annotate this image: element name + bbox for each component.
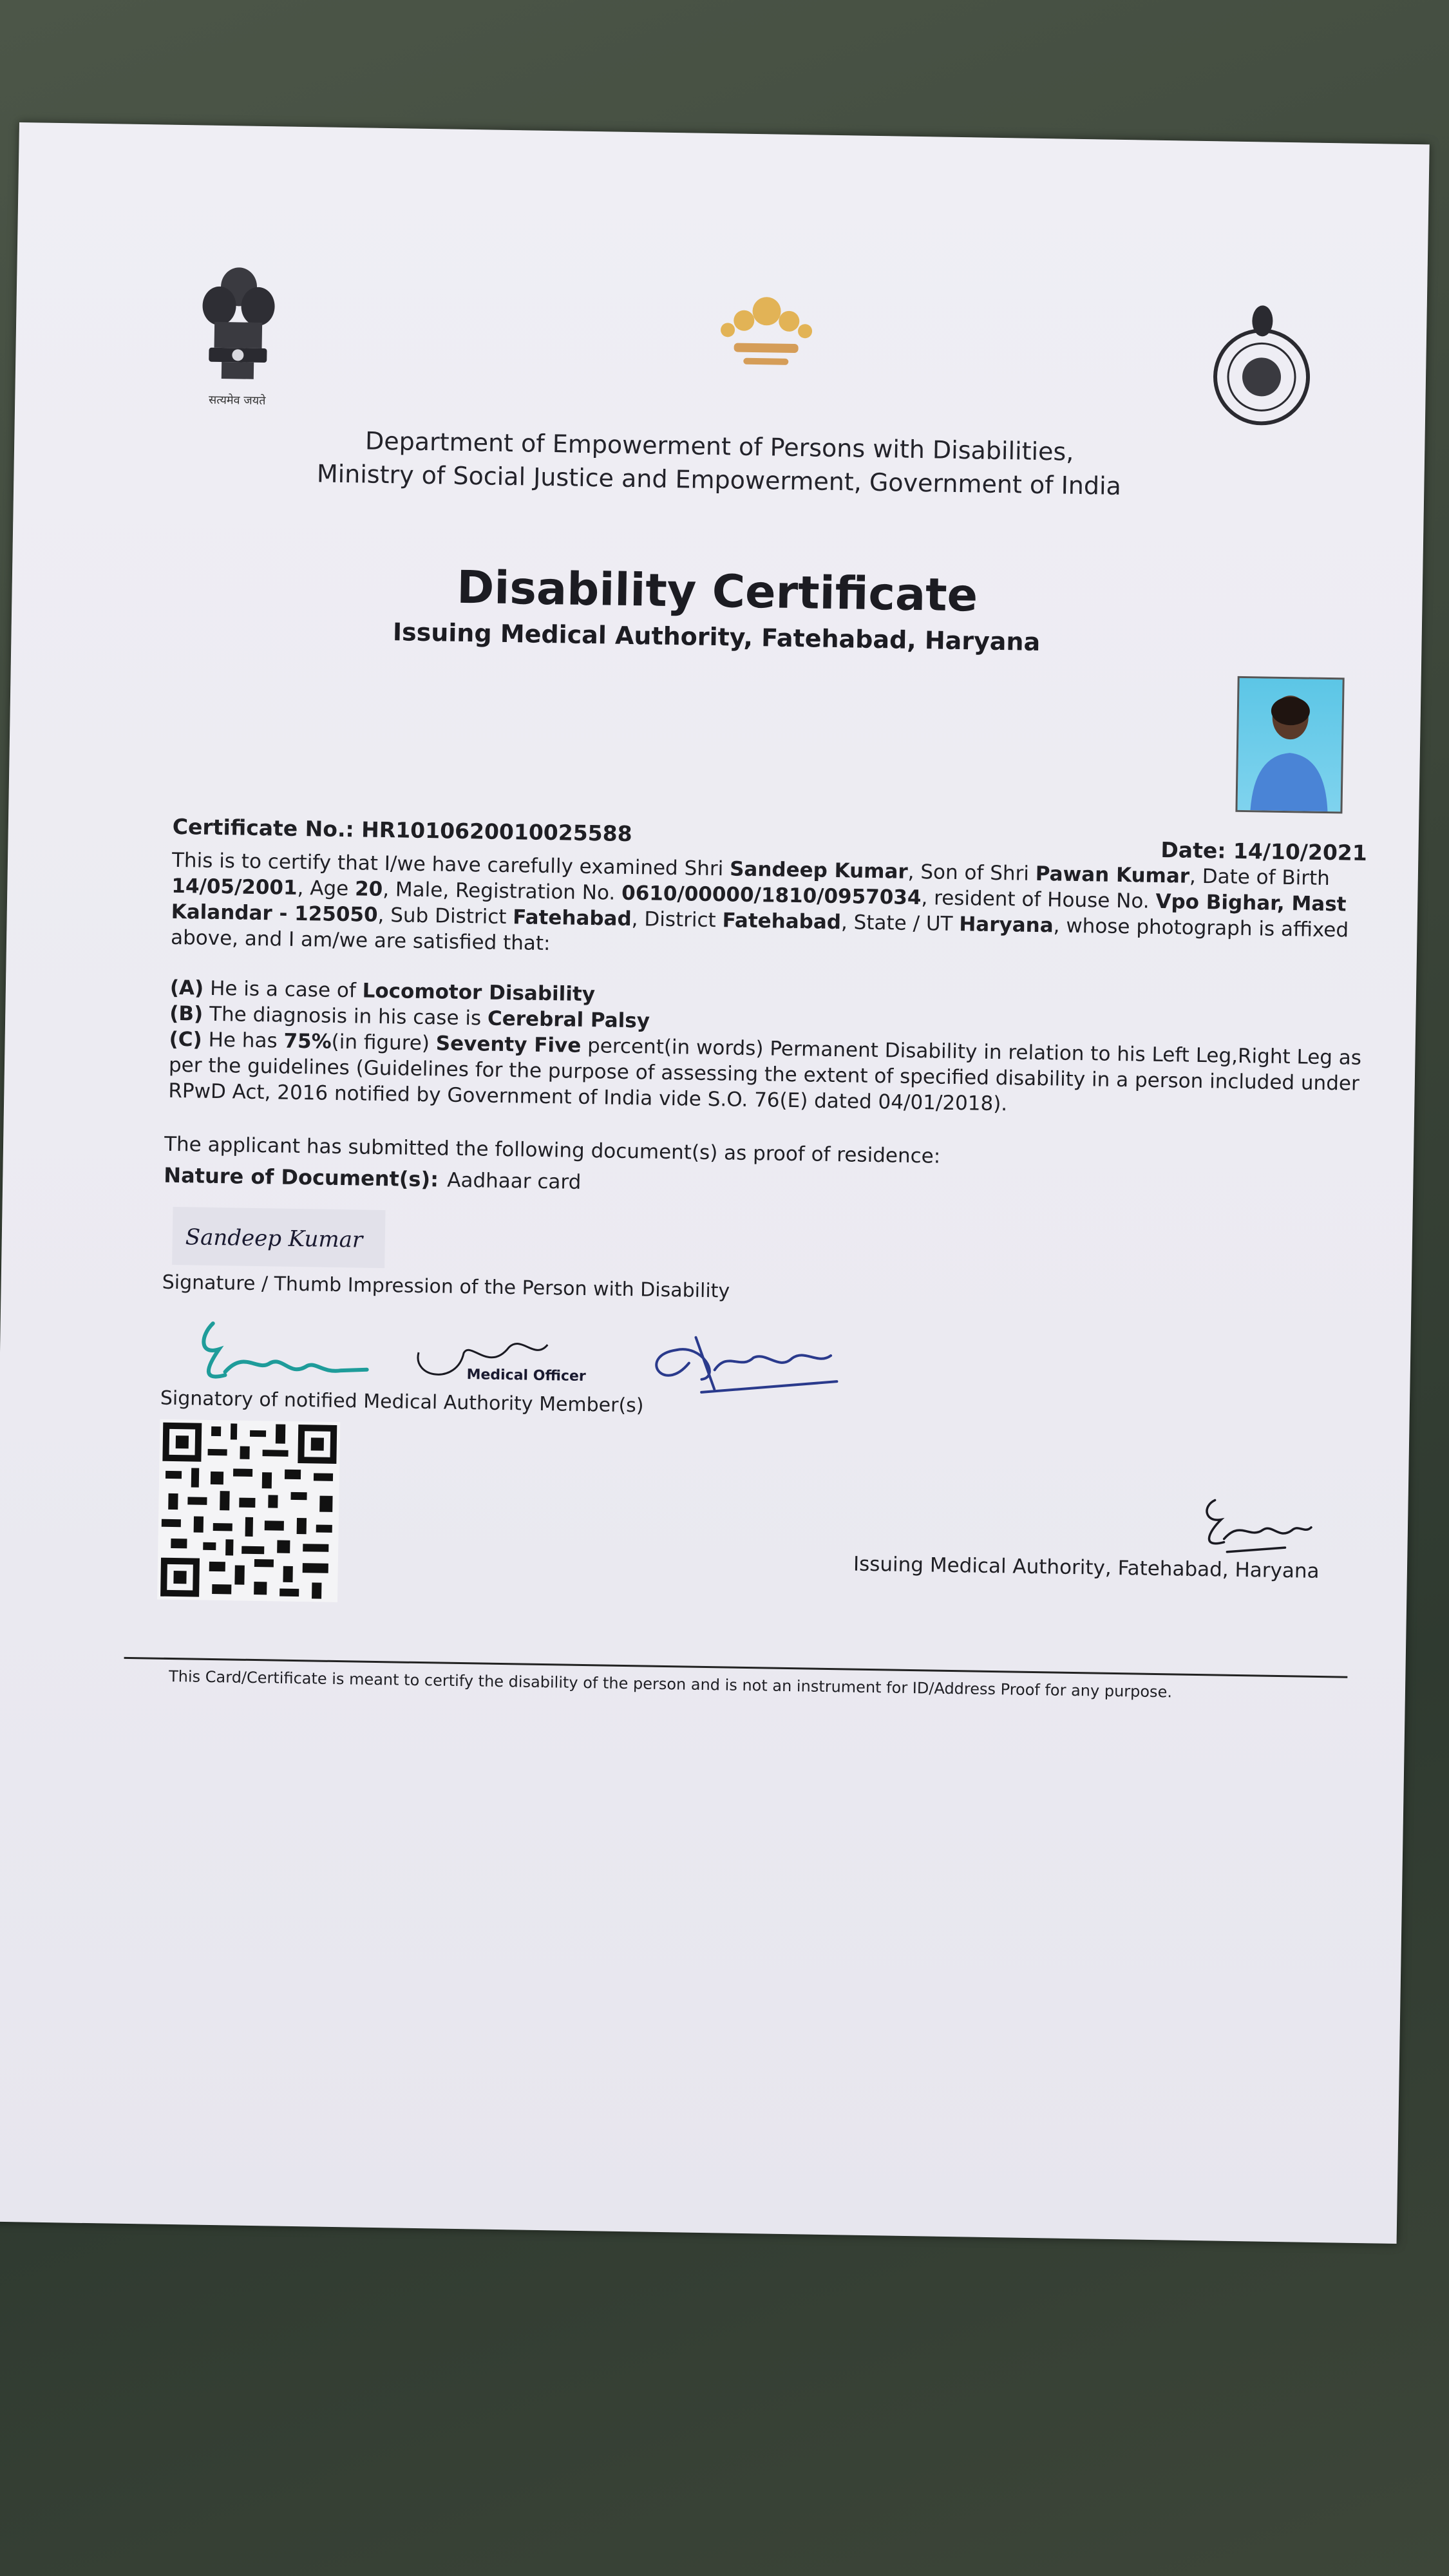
disability-percent-words: Seventy Five bbox=[435, 1032, 582, 1057]
certificate-paper bbox=[0, 122, 1430, 2244]
department-line-2: Ministry of Social Justice and Empowerment, Government of India bbox=[316, 459, 1122, 500]
finding-text: (in figure) bbox=[331, 1030, 437, 1056]
member-signature-2 bbox=[417, 1342, 586, 1385]
department-logo-icon bbox=[698, 281, 835, 393]
national-emblem bbox=[187, 260, 288, 532]
applicant-photo bbox=[1235, 676, 1344, 814]
finding-text: He has bbox=[202, 1028, 284, 1053]
issuing-authority-signature bbox=[1188, 1487, 1318, 1560]
date-label: Date: bbox=[1160, 837, 1226, 864]
registration-number: 0610/00000/1810/0957034 bbox=[621, 881, 922, 910]
certificate-number-label: Certificate No.: bbox=[172, 813, 355, 842]
certificate-number bbox=[173, 814, 632, 846]
person-photo-icon bbox=[1237, 678, 1342, 811]
father-name: Pawan Kumar bbox=[1035, 862, 1190, 888]
certificate-subtitle: Issuing Medical Authority, Fatehabad, Haryana bbox=[392, 618, 1041, 656]
certificate-title: Disability Certificate bbox=[456, 560, 978, 622]
sub-district: Fatehabad bbox=[513, 905, 632, 931]
person-name: Sandeep Kumar bbox=[729, 857, 908, 884]
finding-text: percent(in words) Permanent Disability in relation to his Left Leg,Right Leg as per the guidelines (Guidelines for the purpose of assessing the extent of specified disability in a person included under RPwD Act, 2016 notified by Government of India vide S.O. 76(E) dated 04/01/2018). bbox=[168, 1034, 1362, 1116]
body-text: , resident of House No. bbox=[921, 886, 1156, 913]
state-seal-icon bbox=[1200, 302, 1324, 426]
nature-of-document-value: Aadhaar card bbox=[446, 1168, 582, 1194]
finding-label: (A) bbox=[169, 976, 204, 1000]
certificate-date bbox=[1160, 837, 1367, 866]
qr-code-icon bbox=[157, 1419, 340, 1602]
issuing-authority-caption: Issuing Medical Authority, Fatehabad, Haryana bbox=[853, 1552, 1320, 1583]
finding-label: (B) bbox=[169, 1001, 204, 1026]
finding-label: (C) bbox=[169, 1027, 203, 1052]
emblem-caption: सत्यमेव जयते bbox=[208, 393, 266, 408]
certification-paragraph bbox=[171, 848, 1367, 969]
body-text: This is to certify that I/we have carefully examined Shri bbox=[171, 848, 730, 881]
disability-percent: 75% bbox=[283, 1029, 332, 1054]
certificate-number-value: HR1010620010025588 bbox=[361, 817, 632, 847]
date-value: 14/10/2021 bbox=[1233, 838, 1368, 866]
district: Fatehabad bbox=[722, 909, 842, 934]
lion-capital-icon bbox=[196, 260, 281, 390]
body-text: , Date of Birth bbox=[1189, 864, 1331, 891]
applicant-signature-caption: Signature / Thumb Impression of the Person with Disability bbox=[162, 1271, 730, 1303]
footer-disclaimer: This Card/Certificate is meant to certify the disability of the person and is not an instrument for ID/Address Proof for any purpose. bbox=[168, 1667, 1173, 1701]
body-text: , whose photograph is affixed above, and I am/we are satisfied that: bbox=[170, 914, 1349, 956]
body-text: , Son of Shri bbox=[907, 860, 1036, 886]
member-signature-3 bbox=[656, 1337, 838, 1394]
findings-list bbox=[168, 975, 1368, 1122]
department-line-1: Department of Empowerment of Persons with Disabilities, bbox=[365, 426, 1074, 466]
finding-text: He is a case of bbox=[203, 976, 363, 1003]
proof-statement: The applicant has submitted the following document(s) as proof of residence: bbox=[164, 1132, 941, 1168]
signatory-caption: Signatory of notified Medical Authority Member(s) bbox=[160, 1387, 644, 1417]
body-text: , District bbox=[631, 907, 723, 933]
state: Haryana bbox=[959, 913, 1054, 938]
nature-of-document-label: Nature of Document(s): bbox=[164, 1162, 439, 1192]
finding-text: The diagnosis in his case is bbox=[202, 1002, 488, 1030]
disability-type: Locomotor Disability bbox=[362, 979, 596, 1007]
applicant-signature bbox=[172, 1207, 385, 1268]
diagnosis: Cerebral Palsy bbox=[487, 1007, 650, 1033]
house-address: Vpo Bighar, Mast Kalandar - 125050 bbox=[171, 889, 1347, 927]
applicant-signature-text: Sandeep Kumar bbox=[185, 1224, 363, 1253]
body-text: , State / UT bbox=[840, 911, 960, 936]
medical-officer-stamp: Medical Officer bbox=[466, 1367, 586, 1385]
body-text: , Sub District bbox=[377, 903, 513, 929]
member-signature-1 bbox=[204, 1323, 368, 1379]
date-of-birth: 14/05/2001 bbox=[171, 874, 298, 900]
body-text: , Age bbox=[297, 876, 355, 901]
body-text: , Male, Registration No. bbox=[382, 878, 622, 905]
age: 20 bbox=[354, 877, 383, 902]
